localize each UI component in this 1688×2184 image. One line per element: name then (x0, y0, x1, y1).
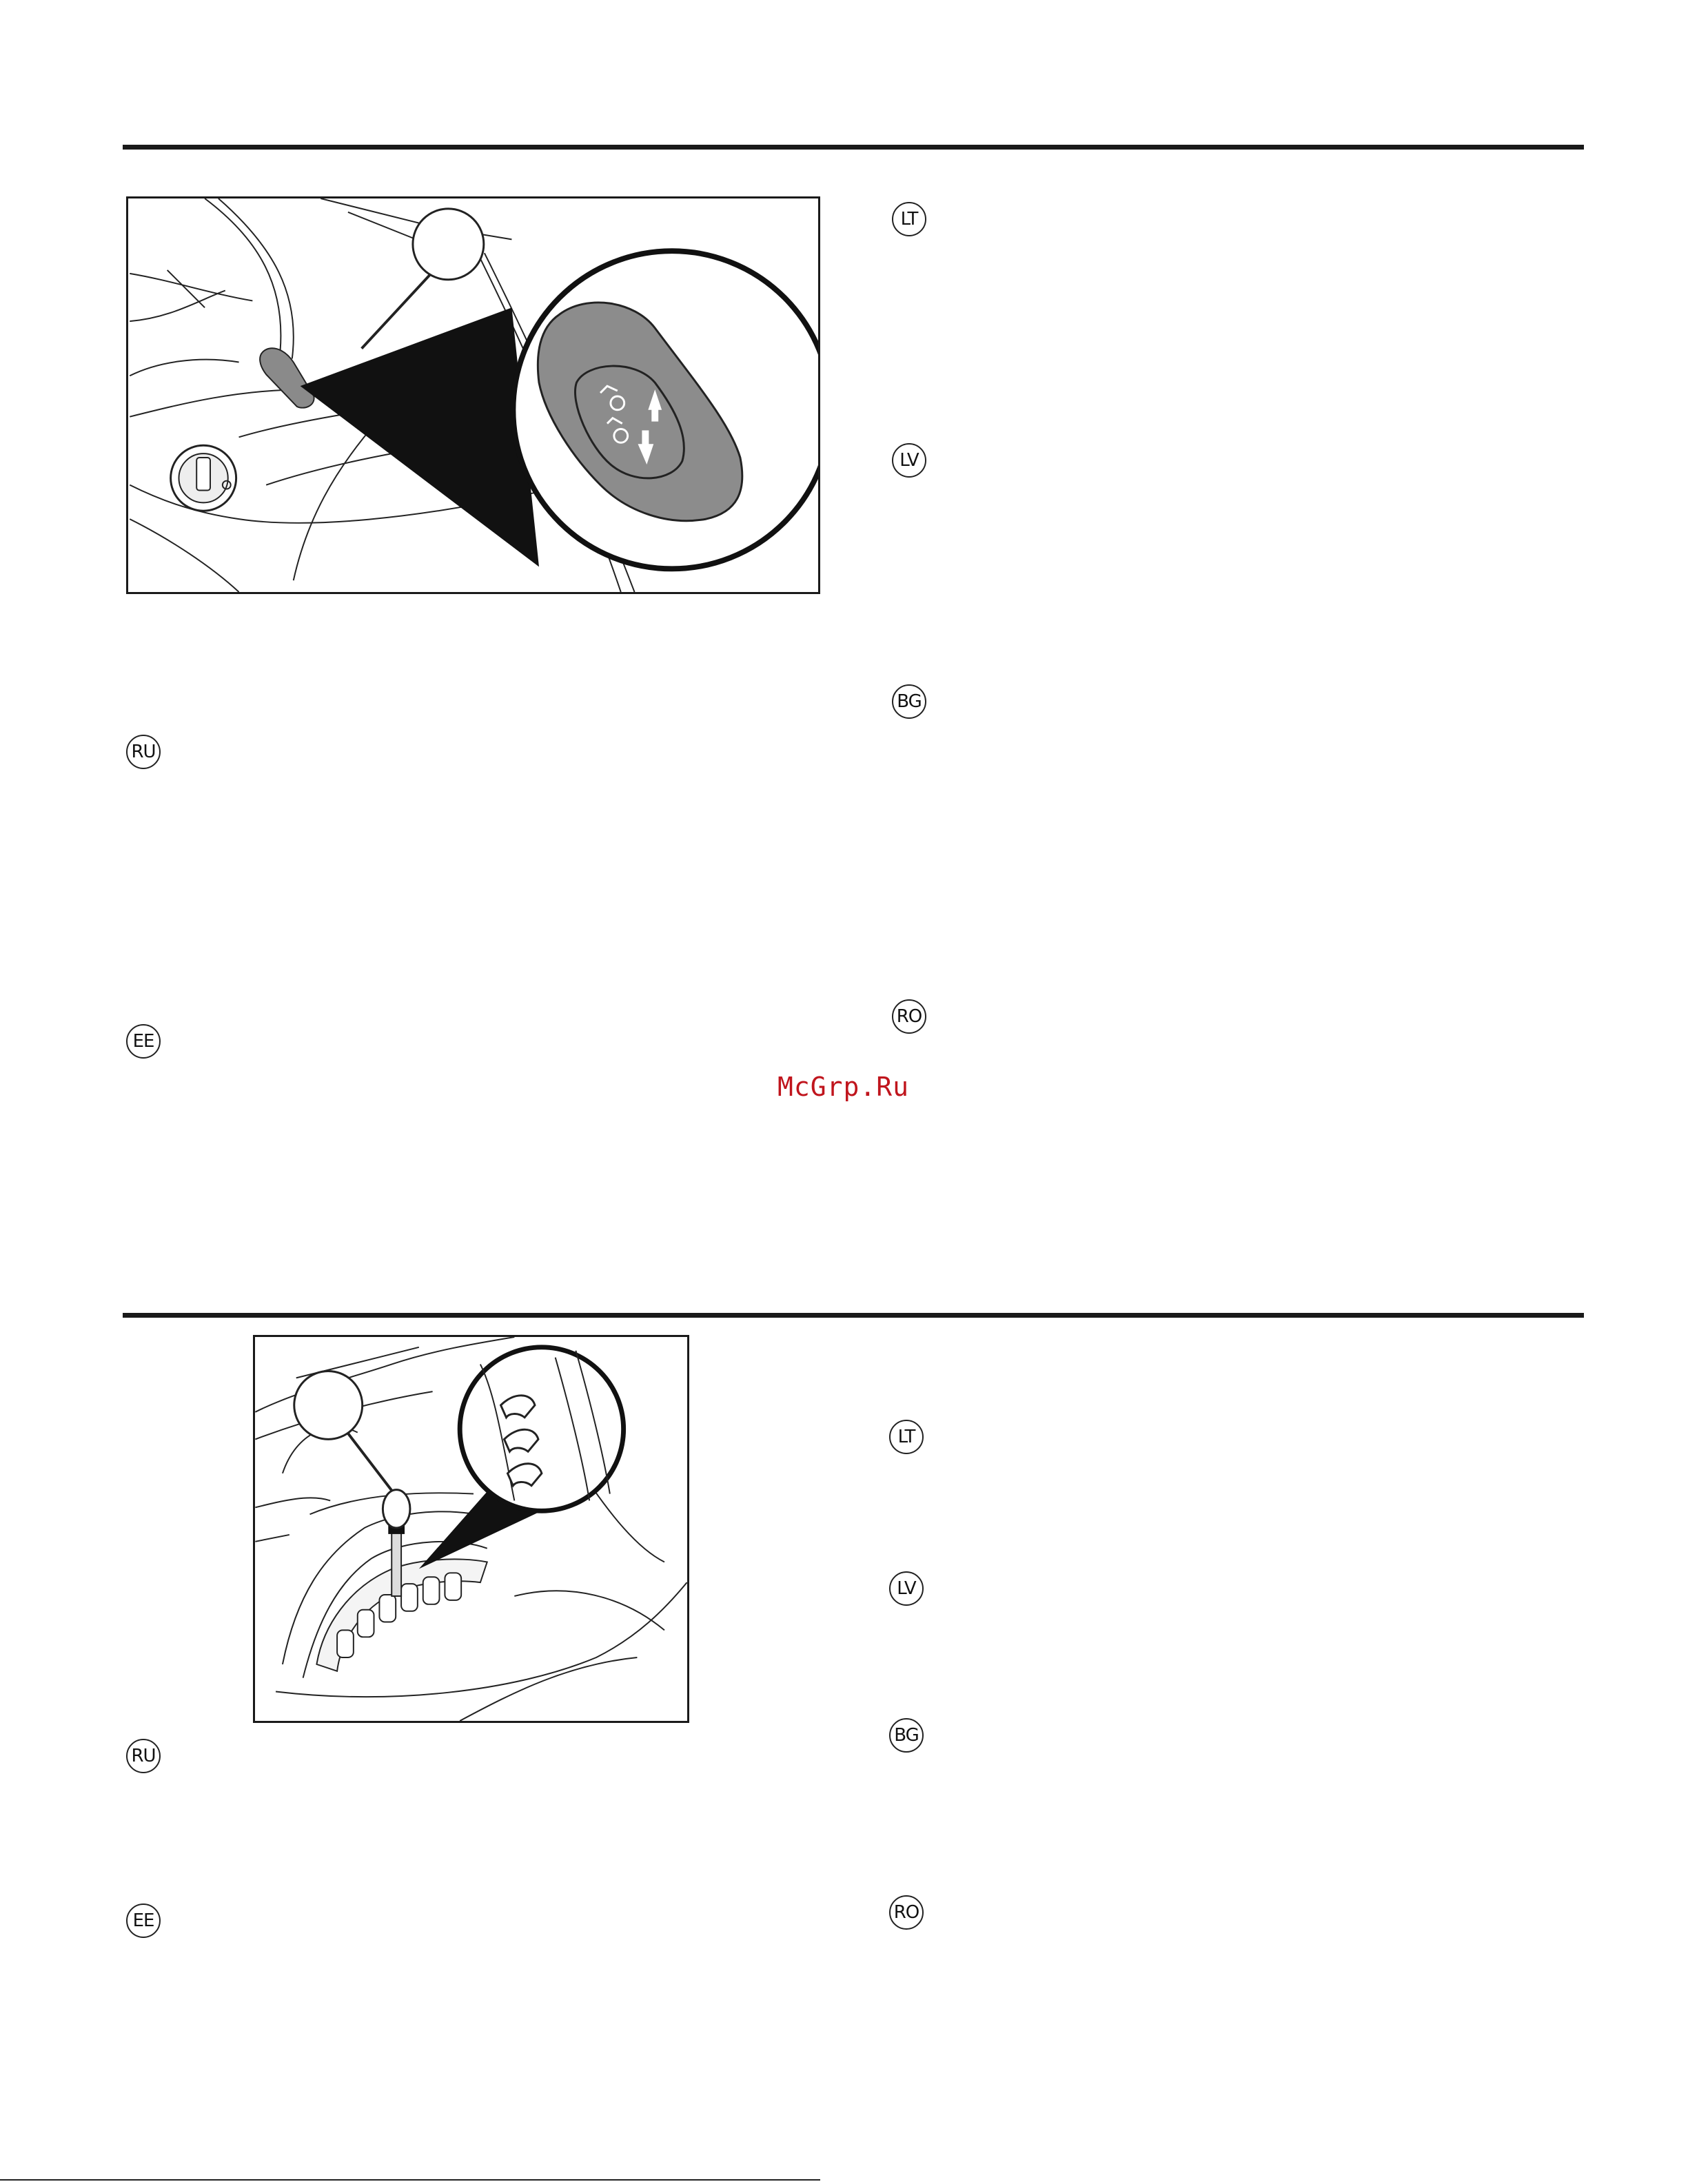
throttle-lever-figure (126, 196, 820, 594)
language-badge-ro: RO (892, 999, 926, 1034)
language-badge-bg: BG (889, 1718, 924, 1753)
language-badge-bg: BG (892, 684, 926, 719)
language-badge-lt: LT (892, 202, 926, 236)
throttle-lever-illustration-icon (128, 198, 818, 592)
language-badge-lv: LV (889, 1571, 924, 1606)
language-badge-lt: LT (889, 1420, 924, 1454)
language-badge-ee: EE (126, 1024, 161, 1059)
gear-shift-lever-illustration-icon (255, 1337, 687, 1721)
language-badge-ee: EE (126, 1904, 161, 1938)
watermark-text: McGrp.Ru (777, 1072, 910, 1102)
language-badge-ru: RU (126, 735, 161, 769)
gear-shift-figure (253, 1335, 689, 1723)
language-badge-ro: RO (889, 1895, 924, 1930)
section-divider-top (123, 145, 1584, 150)
language-badge-ru: RU (126, 1739, 161, 1773)
page-bottom-line (0, 2179, 820, 2181)
language-badge-lv: LV (892, 443, 926, 478)
section-divider-middle (123, 1313, 1584, 1318)
